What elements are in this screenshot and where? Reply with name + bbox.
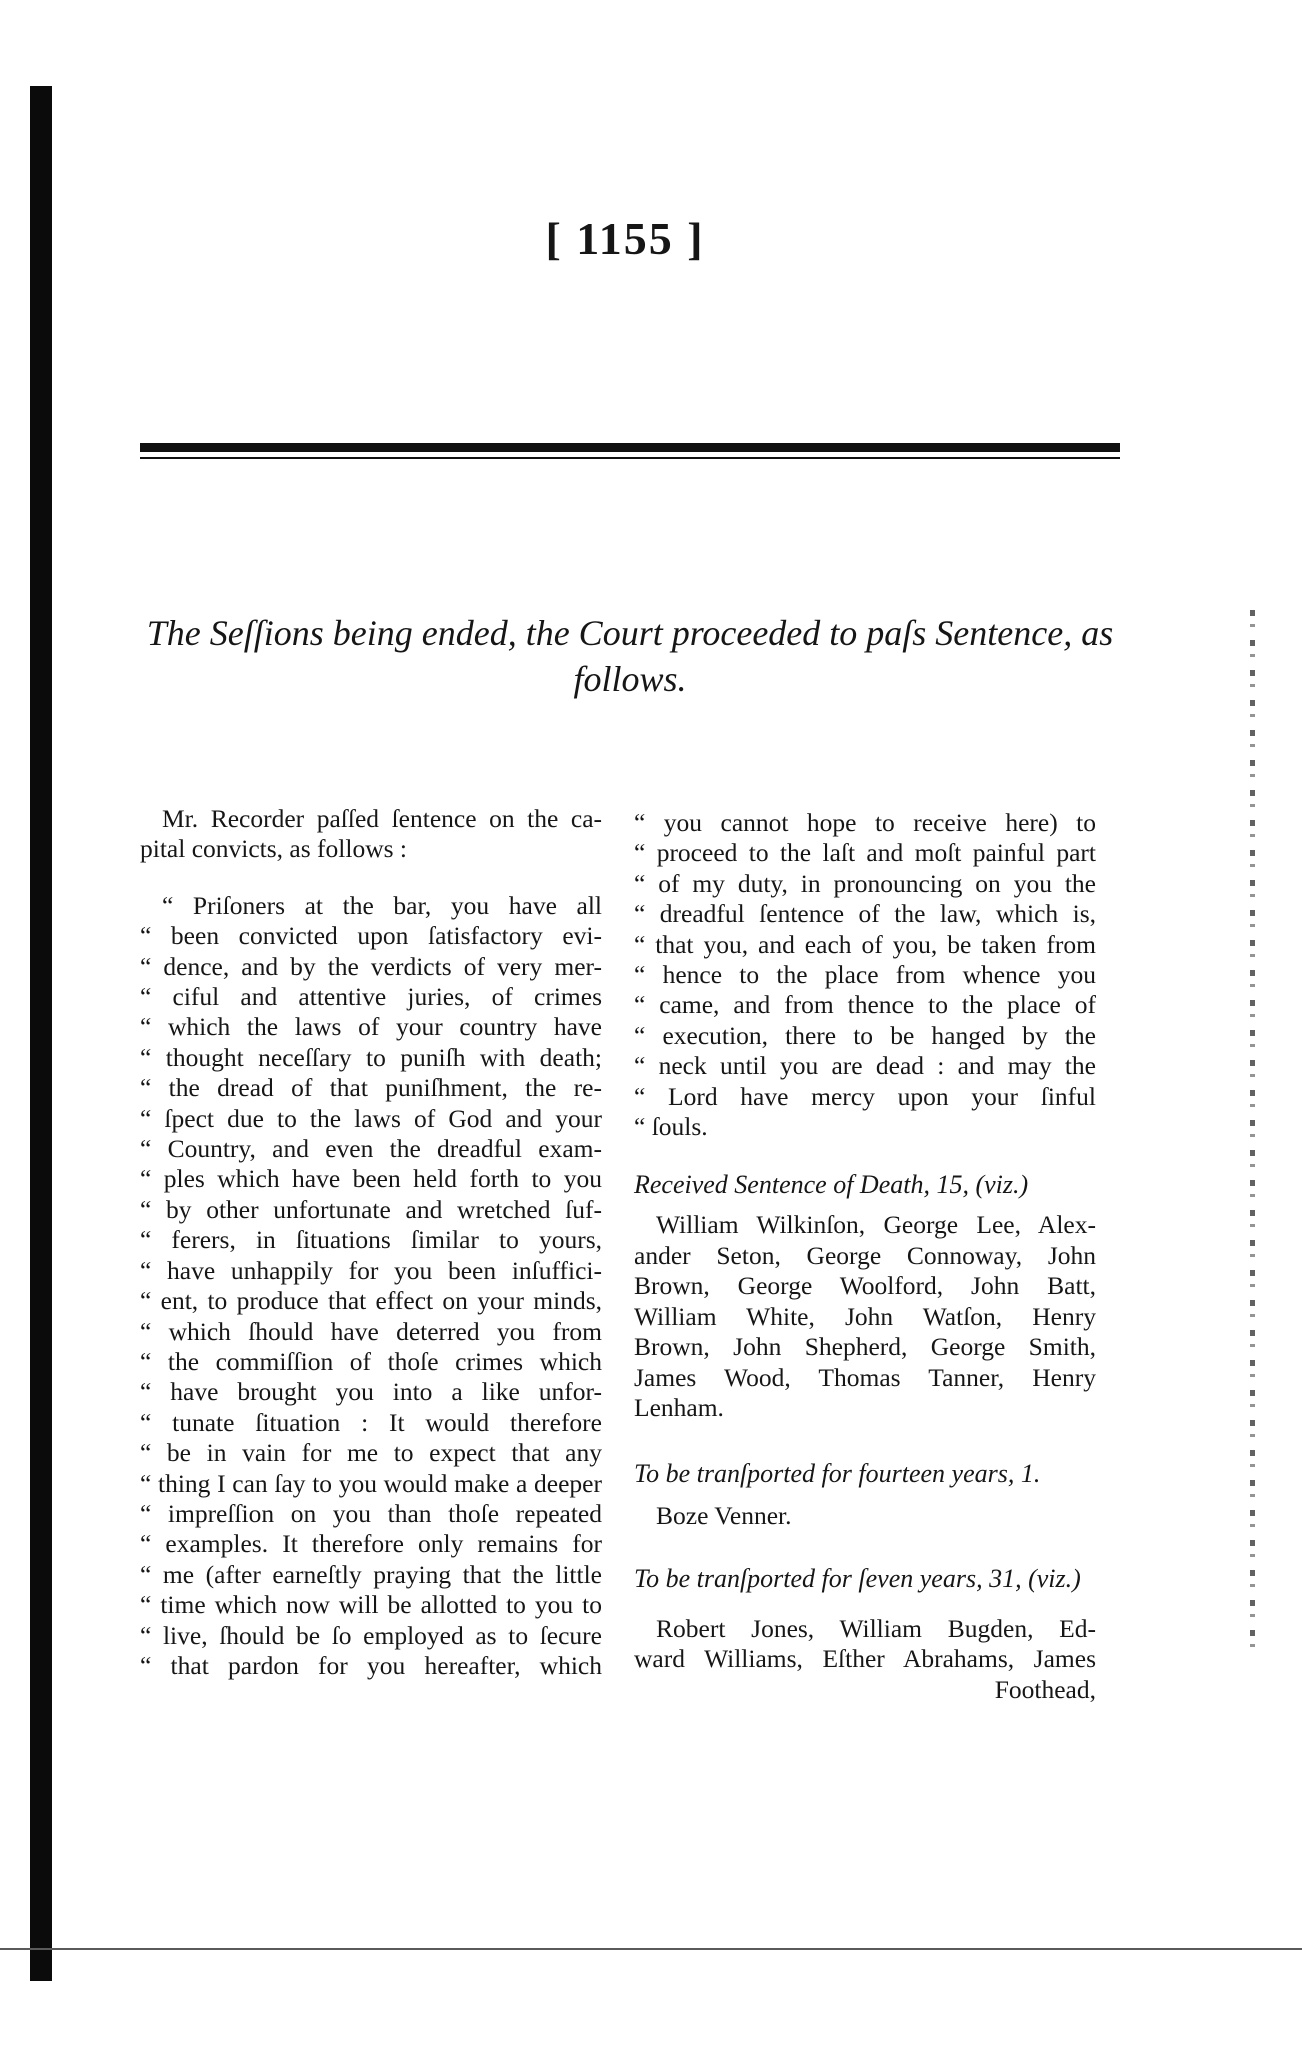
text-line: ander Seton, George Connoway, John: [634, 1240, 1096, 1270]
text-line: “ be in vain for me to expect that any: [140, 1438, 602, 1468]
header-rule-thin: [140, 457, 1120, 459]
seven-years-heading: To be tranſported for ſeven years, 31, (viz.): [634, 1563, 1081, 1593]
text-line: “ live, ſhould be ſo employed as to ſecure: [140, 1620, 602, 1650]
text-line: “ execution, there to be hanged by the: [634, 1020, 1096, 1050]
text-line: “ ferers, in ſituations ſimilar to yours,: [140, 1225, 602, 1255]
text-line: pital convicts, as follows :: [140, 834, 408, 864]
text-line: “ ſouls.: [634, 1112, 708, 1142]
text-line: “ you cannot hope to receive here) to: [634, 808, 1096, 837]
text-line: ward Williams, Eſther Abrahams, James: [634, 1644, 1096, 1674]
scan-edge-shadow: [30, 86, 52, 1981]
death-sentence-heading: Received Sentence of Death, 15, (viz.): [634, 1170, 1029, 1200]
paragraph-gap: [634, 1491, 1096, 1501]
text-line: “ been convicted upon ſatisfactory evi-: [140, 921, 602, 951]
text-line: “ ſpect due to the laws of God and your: [140, 1103, 602, 1133]
sessions-heading: [140, 610, 1120, 702]
text-line: James Wood, Thomas Tanner, Henry: [634, 1362, 1096, 1392]
text-line: “ that you, and each of you, be taken from: [634, 929, 1096, 959]
paragraph-gap: [634, 1142, 1096, 1168]
text-line: “ me (after earneſtly praying that the little: [140, 1559, 602, 1589]
text-line: William White, John Watſon, Henry: [634, 1301, 1096, 1331]
text-line: Mr. Recorder paſſed ſentence on the ca-: [162, 804, 602, 833]
text-line: “ hence to the place from whence you: [634, 960, 1096, 990]
paragraph-gap: [634, 1423, 1096, 1457]
text-line: “ that pardon for you hereafter, which: [140, 1650, 602, 1680]
text-line: “ have unhappily for you been inſuffici-: [140, 1255, 602, 1285]
recorder-speech: [140, 891, 602, 1682]
death-sentence-names: [634, 1210, 1096, 1423]
text-line: “ by other unfortunate and wretched ſuf-: [140, 1194, 602, 1224]
recorder-intro: [140, 804, 602, 865]
text-line: “ which the laws of your country have: [140, 1012, 602, 1042]
text-line: “ of my duty, in pronouncing on you the: [634, 868, 1096, 898]
text-line: “ have brought you into a like unfor-: [140, 1377, 602, 1407]
text-line: “ tunate ſituation : It would therefore: [140, 1407, 602, 1437]
text-line: Lenham.: [634, 1392, 724, 1422]
left-column: [140, 804, 602, 1681]
text-line: “ the dread of that puniſhment, the re-: [140, 1073, 602, 1103]
text-line: Brown, George Woolford, John Batt,: [634, 1271, 1096, 1301]
text-line: “ dreadful ſentence of the law, which is,: [634, 899, 1096, 929]
text-line: “ impreſſion on you than thoſe repeated: [140, 1498, 602, 1528]
text-line: “ time which now will be allotted to you to: [140, 1590, 602, 1620]
page-number: [ 1155 ]: [545, 213, 705, 264]
text-line: “ ciful and attentive juries, of crimes: [140, 982, 602, 1012]
fourteen-years-names: [634, 1501, 1096, 1531]
paragraph-gap: [140, 865, 602, 891]
text-line: “ dence, and by the verdicts of very mer-: [140, 951, 602, 981]
scan-margin-specks: [1250, 610, 1255, 1660]
text-line: “ the commiſſion of thoſe crimes which: [140, 1346, 602, 1376]
right-column: [634, 808, 1096, 1705]
text-line: Boze Venner.: [656, 1501, 792, 1531]
text-line: William Wilkinſon, George Lee, Alex-: [656, 1210, 1096, 1240]
text-line: “ ent, to produce that effect on your minds,: [140, 1286, 602, 1316]
paragraph-gap: [634, 1596, 1096, 1614]
text-line: “ Country, and even the dreadful exam-: [140, 1134, 602, 1164]
text-line: “ Priſoners at the bar, you have all: [162, 890, 602, 920]
heading-line: The Seſſions being ended, the Court proceeded to paſs Sentence, as: [146, 613, 1114, 653]
header-rule-thick: [140, 443, 1120, 452]
text-line: “ thing I can ſay to you would make a deeper: [140, 1468, 602, 1498]
text-line: “ which ſhould have deterred you from: [140, 1316, 602, 1346]
text-line: Robert Jones, William Bugden, Ed-: [656, 1613, 1096, 1643]
text-line: “ ples which have been held forth to you: [140, 1164, 602, 1194]
text-line: “ neck until you are dead : and may the: [634, 1051, 1096, 1081]
recorder-speech-continued: [634, 808, 1096, 1142]
text-line: Brown, John Shepherd, George Smith,: [634, 1332, 1096, 1362]
paragraph-gap: [634, 1202, 1096, 1210]
text-line: “ came, and from thence to the place of: [634, 990, 1096, 1020]
text-line: Foothead,: [994, 1674, 1096, 1704]
text-line: “ Lord have mercy upon your ſinful: [634, 1081, 1096, 1111]
fourteen-years-heading: To be tranſported for fourteen years, 1.: [634, 1459, 1041, 1489]
text-line: “ proceed to the laſt and moſt painful part: [634, 838, 1096, 868]
scan-bottom-edge: [0, 1948, 1302, 1950]
text-line: “ examples. It therefore only remains for: [140, 1529, 602, 1559]
seven-years-names: [634, 1614, 1096, 1705]
heading-line: follows.: [573, 659, 687, 699]
text-line: “ thought neceſſary to puniſh with death;: [140, 1042, 602, 1072]
paragraph-gap: [634, 1532, 1096, 1562]
